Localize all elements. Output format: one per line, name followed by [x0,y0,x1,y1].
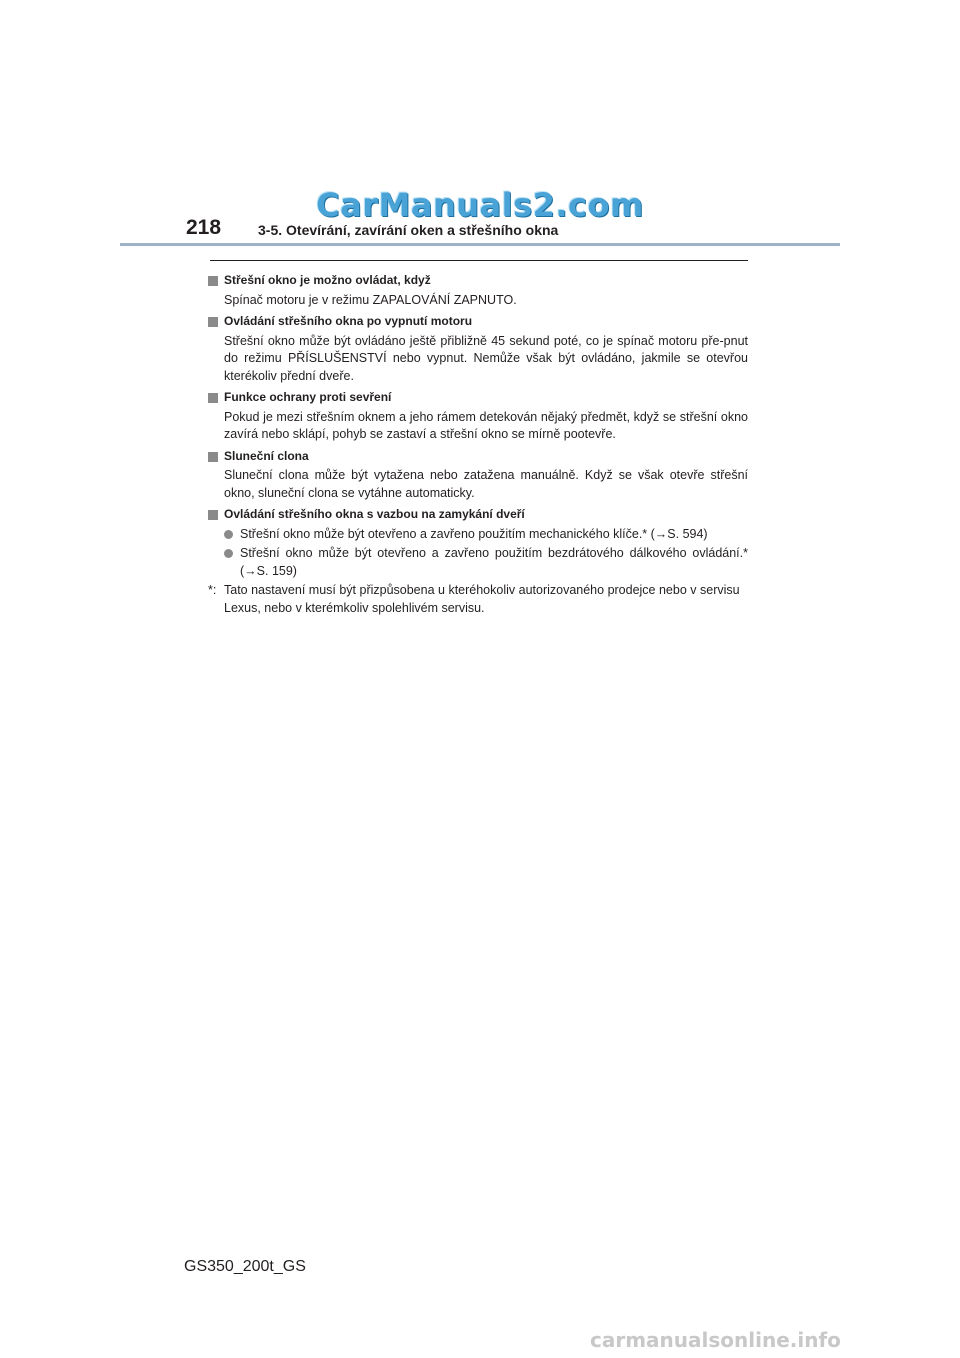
section-door-lock-link [208,506,748,580]
watermark-logo: CarManuals2.com [316,186,644,224]
section-heading-text: Ovládání střešního okna po vypnutí motoru [224,314,473,328]
page-number: 218 [186,216,222,239]
section-heading [208,313,748,331]
footer-model-code: GS350_200t_GS [184,1258,306,1275]
section-heading [208,389,748,407]
section-heading-text: Střešní okno je možno ovládat, když [224,273,431,287]
square-bullet-icon [208,510,218,520]
square-bullet-icon [208,317,218,327]
section-heading-text: Funkce ochrany proti sevření [224,390,392,404]
round-bullet-icon [224,549,233,558]
section-heading-text: Ovládání střešního okna s vazbou na zamykání dveří [224,507,525,521]
section-heading [208,506,748,524]
section-text: Spínač motoru je v režimu ZAPALOVÁNÍ ZAPNUTO. [224,292,517,307]
section-text: Střešní okno může být ovládáno ještě přibližně 45 sekund poté, co je spínač motoru pře-pnut do režimu PŘÍSLUŠENSTVÍ nebo vypnut. Nemůže však být ovládáno, jakmile se otevřou kterékoliv přední dveře. [224,333,748,383]
footnote-mark: *: [208,583,217,597]
square-bullet-icon [208,276,218,286]
list-item [224,526,748,544]
running-head: 3-5. Otevírání, zavírání oken a střešního okna [258,222,559,238]
section-heading [208,272,748,290]
watermark-bottom: carmanualsonline.info [590,1328,841,1352]
list-item-text: Střešní okno může být otevřeno a zavřeno použitím bezdrátového dálkového ovládání.* (→S. 159) [240,546,748,578]
section-heading [208,448,748,466]
round-bullet-icon [224,530,233,539]
header-rule [120,243,840,246]
square-bullet-icon [208,393,218,403]
section-after-engine-off [208,313,748,385]
content [208,268,748,617]
footnote [208,582,748,617]
footnote-text: Tato nastavení musí být přizpůsobena u kteréhokoliv autorizovaného prodejce nebo v servisu Lexus, nebo v kterémkoliv spolehlivém servisu. [224,583,740,615]
list-item-text: Střešní okno může být otevřeno a zavřeno použitím mechanického klíče.* (→S. 594) [240,526,708,541]
section-heading-text: Sluneční clona [224,448,309,463]
square-bullet-icon [208,452,218,462]
list-item [224,545,748,580]
content-rule [210,260,748,261]
section-text: Pokud je mezi střešním oknem a jeho rámem detekován nějaký předmět, když se střešní okno zavírá nebo sklápí, pohyb se zastaví a střešní okno se mírně pootevře. [224,409,748,441]
section-jam-protection [208,389,748,444]
bullet-list [208,526,748,581]
section-sunroof-operable [208,272,748,309]
section-text: Sluneční clona může být vytažena nebo zatažena manuálně. Když se však otevře střešní okno, sluneční clona se vytáhne automaticky. [224,468,748,500]
section-sunshade [208,448,748,503]
